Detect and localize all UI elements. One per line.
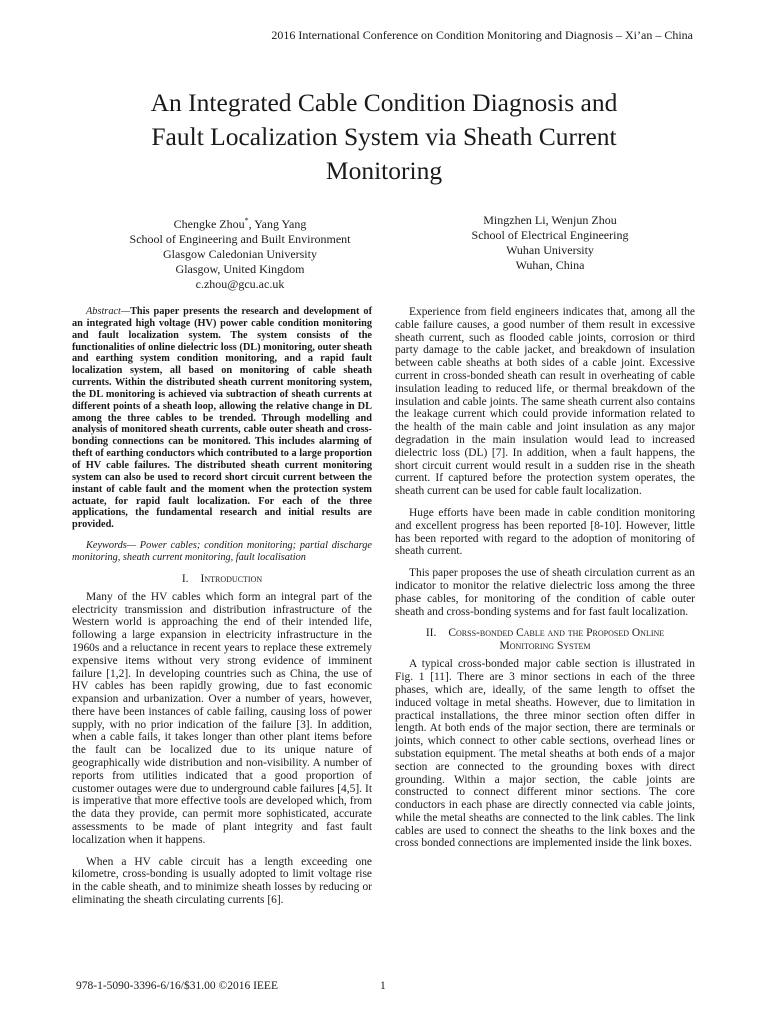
section-number: II. (425, 627, 437, 640)
author-email: c.zhou@gcu.ac.uk (195, 277, 285, 291)
section-title-line2: Monitoring System (499, 640, 591, 653)
keywords (72, 540, 372, 564)
author-block-right (400, 213, 700, 273)
author-location: Glasgow, United Kingdom (175, 262, 305, 276)
author-name-rest: , Yang Yang (248, 217, 307, 231)
title-line: Fault Localization System via Sheath Current (151, 122, 617, 151)
section-title: Corss-bonded Cable and the Proposed Online (448, 627, 665, 640)
author-names (90, 213, 390, 232)
author-location: Wuhan, China (515, 258, 585, 272)
author-affiliation: School of Engineering and Built Environment (129, 232, 351, 246)
page-number: 1 (380, 980, 386, 992)
section-heading-cross-bonded (395, 627, 695, 653)
abstract-text: This paper presents the research and development of an integrated high voltage (HV) power cable condition monitoring and fault localization system. The system consists of the functionalities of online dielectric loss (DL) monitoring, outer sheath and earthing system condition monitoring, and a rapid fault localization system, all based on monitoring of cable sheath currents. Within the distributed sheath current monitoring system, the DL monitoring is achieved via subtraction of sheath currents at different points of a sheath loop, allowing the relative change in DL among the three cables to be trended. Through modelling and analysis of monitored sheath currents, cable outer sheath and cross-bonding connections can be monitored. This includes alarming of theft of earthing conductors which contributed to a large proportion of HV cable failures. The distributed sheath current monitoring system can also be used to record short circuit current between the instant of cable fault and the moment when the protection system actuate, for rapid fault localization. For each of the three applications, the fundamental research and initial results are provided. (72, 306, 372, 531)
keywords-heading: Keywords— (86, 540, 136, 552)
body-paragraph: Experience from field engineers indicates that, among all the cable failure causes, a good number of them result in excessive sheath current, such as flooded cable joints, corrosion or third party damage to the cable jacket, and breakdown of insulation between cable sheaths at both sides of a cable joint. Excessive current in cross-bonded sheath can result in overheating of cable insulation leading to reduced life, or thermal breakdown of the insulation and cable joints. The same sheath current also contains the leakage current which could provide information related to the health of the main cable and joint insulation as any major degradation in the main insulation would lead to increased dielectric loss (DL) [7]. In addition, when a fault happens, the short circuit current would result in a sudden rise in the sheath current. If captured before the protection system operates, the sheath current can be used for cable fault localization. (395, 306, 695, 498)
title-line: Monitoring (325, 156, 443, 185)
section-heading-line (395, 627, 695, 640)
footer-copyright: 978-1-5090-3396-6/16/$31.00 ©2016 IEEE (76, 980, 278, 992)
author-affiliation: School of Electrical Engineering (471, 228, 629, 242)
body-paragraph: A typical cross-bonded major cable section is illustrated in Fig. 1 [11]. There are 3 minor sections in each of the three phases, which are, ideally, of the same length to offset the induced voltage in metal sheaths. However, due to limitation in practical installations, the three minor section often differ in length. At both ends of the major section, there are terminals or joints, which connect to other cable sections, overhead lines or substation equipment. The metal sheaths at both ends of a major section are connected to the grounding boxes with direct grounding. Within a major section, the cable joints are constructed to connect different minor sections. The core conductors in each phase are directly connected via cable joints, while the metal sheaths are connected to the link cables. The link cables are used to connect the sheaths to the link boxes and the cross bonded connections are implemented inside the link boxes. (395, 658, 695, 850)
corresponding-star: * (244, 216, 249, 225)
section-heading-introduction (72, 573, 372, 586)
body-paragraph: Many of the HV cables which form an integral part of the electricity transmission and distribution infrastructure of the Western world is approaching the end of their intended life, following a large expansion in electricity infrastructure in the 1960s and a reluctance in recent years to replace these extremely expensive items without very strong evidence of imminent failure [1,2]. In developing countries such as China, the use of HV cables has been rapidly growing, due to fast economic expansion and urbanization. Over a number of years, however, there have been instances of cable failing, causing loss of power supply, with no prior indication of the failure [3]. In addition, when a cable fails, it takes longer than other plant items before the fault can be localized due to its unique nature of geographically wide distribution and non-visibility. A number of reports from utilities indicated that a good proportion of customer outages were due to underground cable failures [4,5]. It is imperative that more effective tools are developed which, from the data they provide, can permit more sophisticated, accurate assessments to be made of plant integrity and fast fault localization when it happens. (72, 590, 372, 846)
keywords-text: Power cables; condition monitoring; partial discharge monitoring, sheath current monitoring, fault localisation (72, 540, 372, 563)
section-number: I. (181, 572, 189, 585)
title-line: An Integrated Cable Condition Diagnosis and (150, 88, 618, 117)
left-column (72, 306, 372, 916)
right-column (395, 306, 695, 859)
conference-header: 2016 International Conference on Condition Monitoring and Diagnosis – Xi’an – China (271, 28, 693, 42)
body-paragraph: When a HV cable circuit has a length exceeding one kilometre, cross-bonding is usually adopted to limit voltage rise in the cable sheath, and to minimize sheath losses by reducing or eliminating the sheath circulating currents [6]. (72, 855, 372, 907)
section-title: Introduction (200, 572, 263, 585)
abstract-heading: Abstract— (86, 306, 131, 317)
author-name: Chengke Zhou (173, 217, 245, 231)
paper-title (60, 86, 708, 188)
author-institution: Glasgow Caledonian University (163, 247, 317, 261)
author-block-left (90, 213, 390, 292)
abstract (72, 306, 372, 531)
author-institution: Wuhan University (506, 243, 594, 257)
body-paragraph: Huge efforts have been made in cable condition monitoring and excellent progress has been reported [8-10]. However, little has been reported with regard to the adoption of monitoring of sheath current. (395, 506, 695, 558)
body-paragraph: This paper proposes the use of sheath circulation current as an indicator to monitor the relative dielectric loss among the three phase cables, for monitoring of the condition of cable outer sheath and cross-bonding systems and for fast fault localization. (395, 567, 695, 618)
author-names: Mingzhen Li, Wenjun Zhou (483, 213, 617, 227)
